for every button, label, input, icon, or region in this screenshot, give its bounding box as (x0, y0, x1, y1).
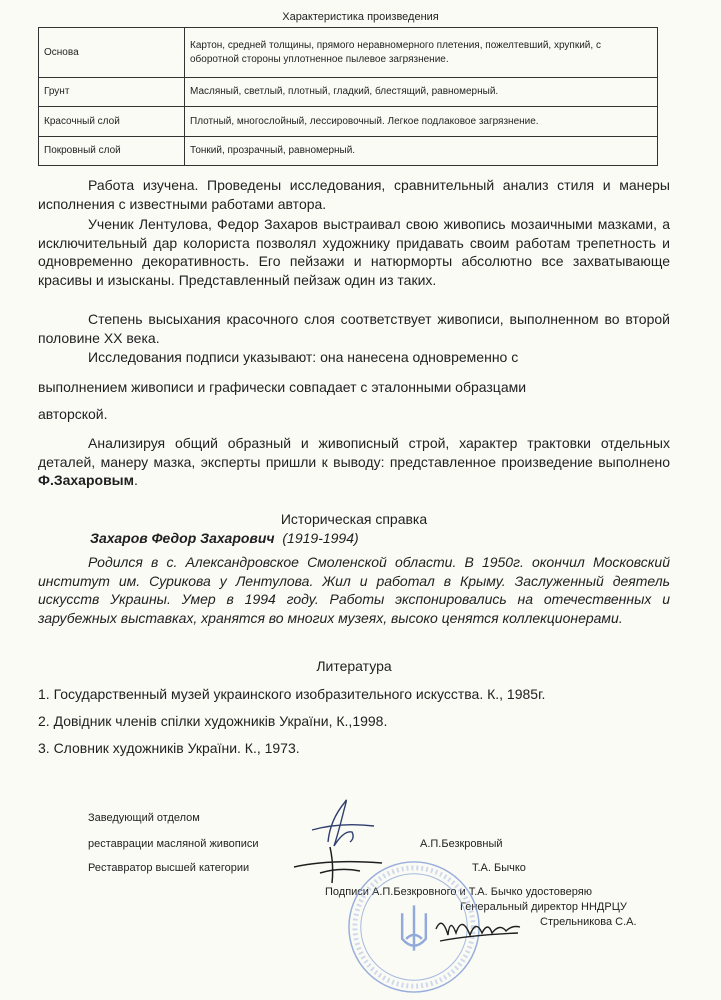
properties-table (38, 27, 658, 166)
table-row (39, 107, 658, 137)
table-row (39, 28, 658, 78)
signature-director-icon (430, 905, 525, 955)
trident-icon (402, 905, 426, 950)
history-heading: Историческая справка (280, 511, 428, 527)
row-value: Плотный, многослойный, лессировочный. Легкое подлаковое загрязнение. (185, 107, 658, 137)
table-row (39, 78, 658, 107)
paragraph-signature-line1: Исследования подписи указывают: она нанесена одновременно с (88, 349, 519, 365)
position-department: реставрации масляной живописи (88, 838, 259, 850)
artist-years: (1919-1994) (282, 530, 359, 546)
signature-2-icon (290, 845, 385, 885)
literature-heading: Литература (316, 658, 392, 674)
row-key: Грунт (39, 78, 185, 107)
signer-name-1: А.П.Безкровный (420, 838, 503, 850)
director-title: Генеральный директор ННДРЦУ (460, 901, 627, 913)
paragraph-signature-line3: авторской. (38, 406, 108, 422)
table-title: Характеристика произведения (282, 11, 439, 23)
certification-text: Подписи А.П.Безкровного и Т.А. Бычко удостоверяю (325, 886, 592, 898)
row-key: Покровный слой (39, 137, 185, 166)
row-value: Тонкий, прозрачный, равномерный. (185, 137, 658, 166)
signer-name-2: Т.А. Бычко (472, 862, 526, 874)
table-row (39, 137, 658, 166)
literature-item: 3. Словник художників України. К., 1973. (38, 740, 300, 756)
paragraph-drying: Степень высыхания красочного слоя соответствует живописи, выполненном во второй половине ХХ века. (38, 311, 670, 346)
paragraph-style: Ученик Лентулова, Федор Захаров выстраивал свою живопись мозаичными мазками, а исключительный дар колориста позволял художнику придавать своим работам трепетность и одновременно декоративность. Его пейзажи и натюрморты абсолютно все захватывающе красивы и изысканы. Представленный пейзаж один из таких. (38, 216, 670, 288)
row-key: Основа (39, 28, 185, 78)
literature-item: 2. Довідник членів спілки художників України, К.,1998. (38, 713, 388, 729)
paragraph-study: Работа изучена. Проведены исследования, сравнительный анализ стиля и манеры исполнения с известными работами автора. (38, 177, 670, 212)
history-text: Родился в с. Александровское Смоленской области. В 1950г. окончил Московский институт им. Сурикова у Лентулова. Жил и работал в Крыму. Заслуженный деятель искусств Украины. Умер в 1994 году. Работы экспонировались на отечественных и зарубежных выставках, хранятся во многих музеях, высоко ценятся коллекционерами. (38, 554, 670, 626)
conclusion-end: . (134, 472, 138, 488)
artist-name: Захаров Федор Захарович (90, 530, 275, 546)
artist-heading (38, 529, 670, 548)
row-key: Красочный слой (39, 107, 185, 137)
row-value: Картон, средней толщины, прямого неравномерного плетения, пожелтевший, хрупкий, с оборотной стороны уплотненное пылевое загрязнение. (185, 28, 658, 78)
row-value: Масляный, светлый, плотный, гладкий, блестящий, равномерный. (185, 78, 658, 107)
conclusion-artist: Ф.Захаровым (38, 472, 134, 488)
director-name: Стрельникова С.А. (540, 916, 637, 928)
paragraph-conclusion (38, 434, 670, 490)
position-head: Заведующий отделом (88, 812, 200, 824)
literature-item: 1. Государственный музей украинского изобразительного искусства. К., 1985г. (38, 686, 546, 702)
conclusion-text: Анализируя общий образный и живописный строй, характер трактовки отдельных деталей, манеру мазка, эксперты пришли к выводу: представленное произведение выполнено (38, 435, 670, 470)
paragraph-signature-line2: выполнением живописи и графически совпадает с эталонными образцами (38, 379, 527, 395)
position-restorer: Реставратор высшей категории (88, 862, 250, 874)
